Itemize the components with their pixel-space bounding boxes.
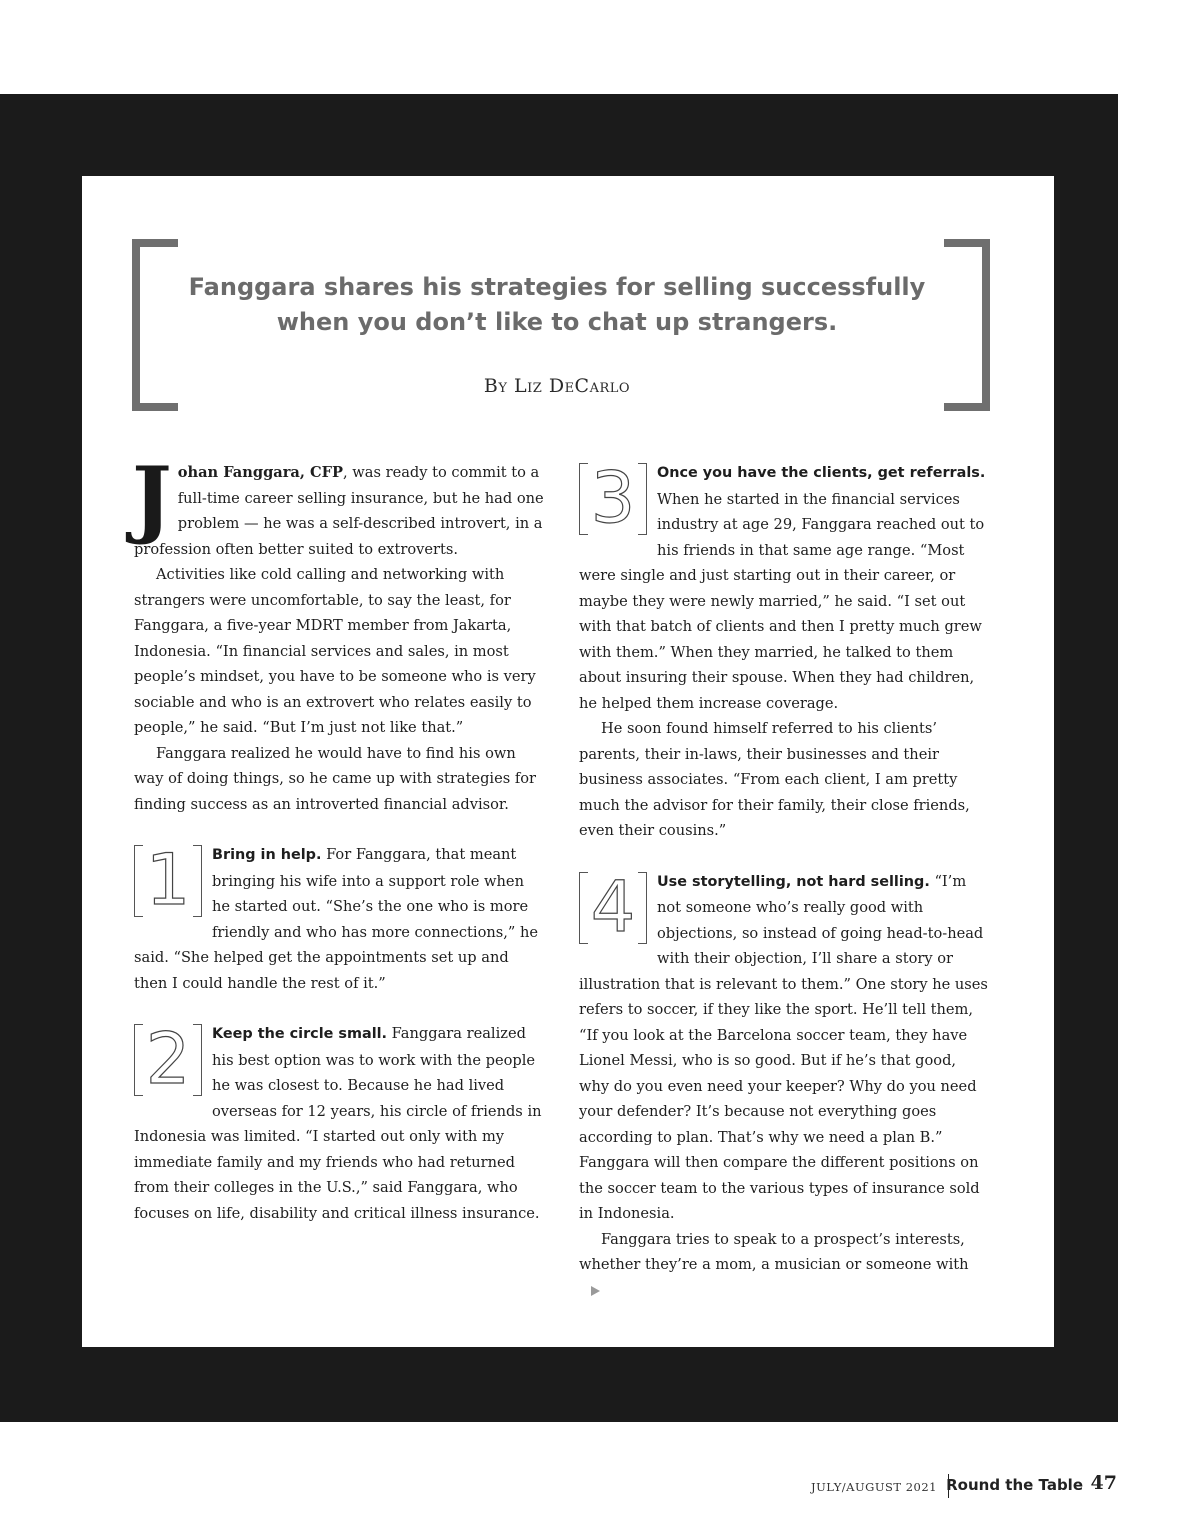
right-deck-bracket	[944, 239, 990, 411]
deck-line-2: when you don’t like to chat up strangers.	[276, 308, 838, 336]
intro-text: , was ready to commit to a full-time career selling insurance, but he had one problem — he was a self-described introvert, in a profession often better suited to extroverts.	[134, 464, 544, 558]
tip-1-heading: Bring in help.	[212, 847, 322, 863]
page-number: 47	[1090, 1472, 1117, 1494]
body-paragraph: Activities like cold calling and networking with strangers were uncomfortable, to say the least, for Fanggara, a five-year MDRT member from Jakarta, Indonesia. “In financial services and sales, in most people’s mindset, you have to be someone who is very sociable and who is an extrovert who relates easily to people,” he said. “But I’m just not like that.”	[134, 566, 536, 736]
tip-3-heading: Once you have the clients, get referrals.	[657, 465, 986, 481]
tip-number-1: 1	[134, 845, 202, 917]
left-column	[132, 448, 544, 1226]
tip-3	[579, 457, 989, 716]
tip-2-text: Fanggara realized his best option was to work with the people he was closest to. Because he had lived overseas for 12 years, his circle of friends in Indonesia was limited. “I started out only with my immediate family and my friends who had returned from their colleges in the U.S.,” said Fanggara, who focuses on life, disability and critical illness insurance.	[134, 1025, 542, 1222]
tip-4-heading: Use storytelling, not hard selling.	[657, 873, 930, 890]
continue-arrow-icon	[591, 1286, 600, 1296]
tip-2-heading: Keep the circle small.	[212, 1026, 388, 1042]
intro-paragraph	[132, 448, 544, 562]
body-paragraph: Fanggara realized he would have to find his own way of doing things, so he came up with strategies for finding success as an introverted financial advisor.	[134, 744, 537, 813]
byline: By Liz DeCarlo	[483, 375, 631, 397]
body-paragraph	[579, 1227, 989, 1304]
tip-1	[134, 839, 544, 996]
article-panel	[82, 176, 1054, 1347]
article-deck	[182, 270, 932, 340]
tip-1-text: For Fanggara, that meant bringing his wife into a support role when he started out. “She’s the one who is more friendly and who has more connections,” he said. “She helped get the appointments set up and then I could handle the rest of it.”	[134, 846, 539, 992]
body-paragraph: He soon found himself referred to his clients’ parents, their in-laws, their businesses and their business associates. “From each client, I am pretty much the advisor for their family, their close friends, even their cousins.”	[579, 720, 970, 839]
tip-2	[134, 1018, 544, 1226]
right-column	[579, 457, 989, 1303]
tip-4-text: “I’m not someone who’s really good with objections, so instead of going head-to-head with their objection, I’ll share a story or illustration that is relevant to them.” One story he uses refers to soccer, if they like the sport. He’ll tell them, “If you look at the Barcelona soccer team, they have Lionel Messi, who is so good. But if he’s that good, why do you even need your keeper? Why do you need your defender? It’s because not everything goes according to plan. That’s why we need a plan B.” Fanggara will then compare the different positions on the soccer team to the various types of insurance sold in Indonesia.	[579, 872, 988, 1222]
subject-name: ohan Fanggara, CFP	[177, 464, 343, 481]
left-deck-bracket	[132, 239, 178, 411]
page-footer	[0, 1472, 1117, 1502]
tip-3-text: When he started in the financial services industry at age 29, Fanggara reached out to his friends in that same age range. “Most were single and just starting out in their career, or maybe they were newly married,” he said. “I set out with that batch of clients and then I pretty much grew with them.” When they married, he talked to them about insuring their spouse. When they had children, he helped them increase coverage.	[579, 490, 985, 712]
issue-date: JULY/AUGUST 2021	[810, 1480, 937, 1494]
magazine-title: Round the Table	[946, 1476, 1083, 1494]
tip-number-4: 4	[579, 872, 647, 944]
closing-text: Fanggara tries to speak to a prospect’s interests, whether they’re a mom, a musician or someone with	[579, 1230, 969, 1273]
tip-4	[579, 865, 989, 1227]
tip-number-2: 2	[134, 1024, 202, 1096]
tip-number-3: 3	[579, 463, 647, 535]
deck-line-1: Fanggara shares his strategies for selling successfully	[188, 273, 926, 301]
drop-cap: J	[132, 448, 172, 547]
